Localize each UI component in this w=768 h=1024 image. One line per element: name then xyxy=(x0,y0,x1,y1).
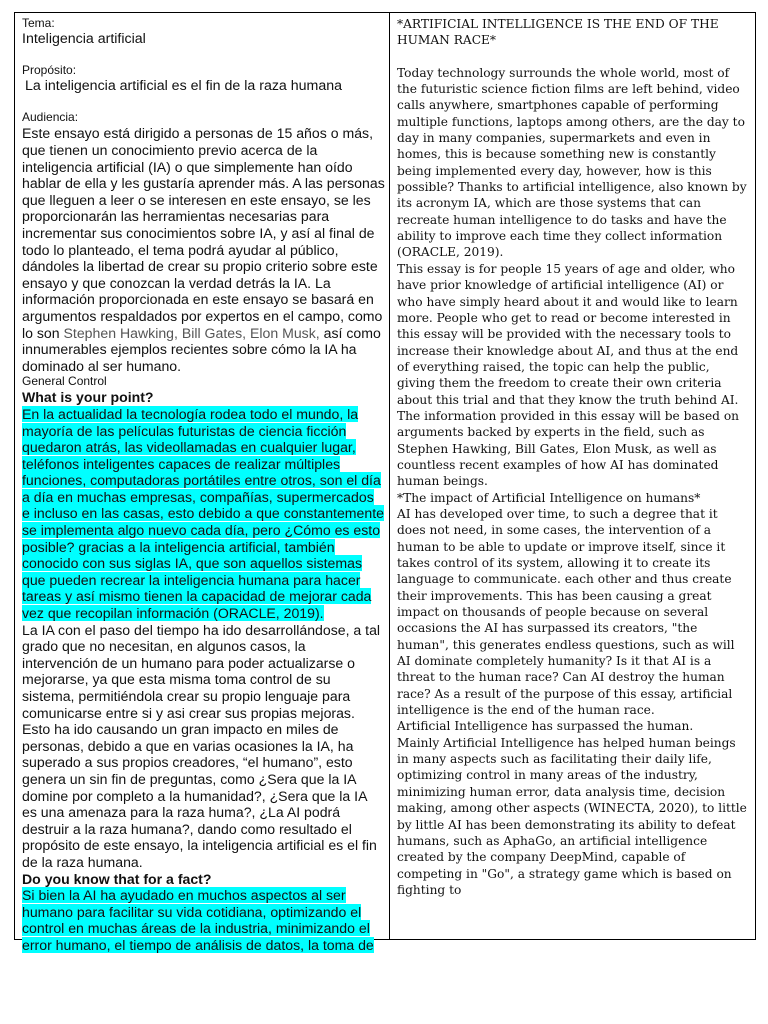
audiencia-text-a: Este ensayo está dirigido a personas de 15 años o más, que tienen un conocimiento previo acerca de la inteligencia artificial (IA) o que simplemente han oído hablar de ella y les gustaría aprender más. A las personas que lleguen a leer o se interesen en este ensayo, se les proporcionarán las herramientas necesarias para incrementar sus conocimientos sobre IA, y así al final de todo lo planteado, el tema podrá ayudar al público, dándoles la libertad de crear su propio criterio sobre este ensayo y que conozcan la verdad detrás la IA. La información proporcionada en este ensayo se basará en argumentos respaldados por expertos en el campo, como lo son xyxy=(22,125,385,341)
essay-paragraph-2: This essay is for people 15 years of age and older, who have prior knowledge of artificial intelligence (AI) or who have simply heard about it and would like to learn more. People who get to read or become interested in this essay will be provided with the necessary tools to increase their knowledge about AI, and thus at the end of everything raised, the topic can help the public, giving them the freedom to create their own criteria about this trial and that they know the truth behind AI. The information provided in this essay will be based on arguments backed by experts in the field, such as Stephen Hawking, Bill Gates, Elon Musk, as well as countless recent examples of how AI has dominated human beings. xyxy=(397,261,740,489)
tema-label: Tema: xyxy=(22,16,55,30)
audiencia-text-b: así como innumerables ejemplos recientes sobre cómo la IA ha dominado al ser humano. xyxy=(22,324,381,374)
audiencia-label: Audiencia: xyxy=(22,110,79,125)
question-do-you-know: Do you know that for a fact? xyxy=(22,870,212,887)
essay-paragraph-1: Today technology surrounds the whole world, most of the futuristic science fiction films are left behind, video calls anywhere, smartphones capable of performing multiple functions, laptops among others, are the day to day in many companies, supermarkets and even in homes, this is because something new is constantly being implemented every day, however, how is this possible? Thanks to artificial intelligence, also known by its acronym IA, which are those systems that can recreate human intelligence to do tasks and have the ability to improve each time they collect information (ORACLE, 2019). xyxy=(397,65,747,260)
question-what-is-your-point: What is your point? xyxy=(22,389,154,406)
essay-paragraph-5: Mainly Artificial Intelligence has helped human beings in many aspects such as facilitating their daily life, optimizing control in many areas of the industry, minimizing human error, data analysis time, decision making, among other aspects (WINECTA, 2020), to little by little AI has been demonstrating its ability to defeat humans, such as AphaGo, an artificial intelligence created by the company DeepMind, capable of competing in "Go", a strategy game which is based on fighting to xyxy=(397,735,747,897)
essay-table xyxy=(14,12,756,953)
essay-paragraph-4: Artificial Intelligence has surpassed the human. xyxy=(397,719,694,734)
proposito-label: Propósito: xyxy=(22,63,77,78)
essay-paragraph-3: AI has developed over time, to such a degree that it does not need, in some cases, the intervention of a human to be able to update or improve itself, since it takes control of its system, allowing it to create its language to communicate. each other and thus create their improvements. This has been causing a great impact on thousands of people because on several occasions the AI has surpassed its creators, "the human", this generates endless questions, such as will AI dominate completely humanity? Is it that AI is a threat to the human race? Can AI destroy the human race? As a result of the purpose of this essay, artificial intelligence is the end of the human race. xyxy=(397,506,735,718)
answer-point-highlighted xyxy=(22,406,385,622)
answer-fact-highlighted xyxy=(22,887,385,953)
right-column xyxy=(390,13,755,939)
answer-point-text: En la actualidad la tecnología rodea todo el mundo, la mayoría de las películas futuristas de ciencia ficción quedaron atrás, las videollamadas en cualquier lugar, teléfonos inteligentes capaces de realizar múltiples funciones, computadoras portátiles entre otros, son el día a día en muchas empresas, compañías, supermercados e incluso en las casas, esto debido a que constantemente se implementa algo nuevo cada día, pero ¿Cómo es esto posible? gracias a la inteligencia artificial, también conocido con sus siglas IA, que son aquellos sistemas que pueden recrear la inteligencia humana para hacer tareas y así mismo tienen la capacidad de mejorar cada vez que recopilan información (ORACLE, 2019). xyxy=(22,405,384,622)
left-column xyxy=(15,13,390,953)
tema-value: Inteligencia artificial xyxy=(22,31,146,47)
essay-title: *ARTIFICIAL INTELLIGENCE IS THE END OF THE HUMAN RACE* xyxy=(397,17,719,48)
general-control-label: General Control xyxy=(22,374,107,389)
answer-fact-text: Si bien la AI ha ayudado en muchos aspectos al ser humano para facilitar su vida cotidiana, optimizando el control en muchas áreas de la industria, minimizando el error humano, el tiempo de análisis de datos, la toma de xyxy=(22,887,374,953)
proposito-value: La inteligencia artificial es el fin de la raza humana xyxy=(25,78,343,95)
audiencia-names: Stephen Hawking, Bill Gates, Elon Musk, xyxy=(63,324,320,341)
essay-subtitle: *The impact of Artificial Intelligence on humans* xyxy=(397,490,701,505)
answer-point-paragraph-2: La IA con el paso del tiempo ha ido desarrollándose, a tal grado que no necesitan, en algunos casos, la intervención de un humano para poder actualizarse o mejorarse, ya que esta misma toma control de su sistema, permitiéndola crear su propio lenguaje para comunicarse entre si y asi crear sus propias mejoras. Esto ha ido causando un gran impacto en miles de personas, debido a que en varias ocasiones la IA, ha superado a sus propios creadores, “el humano”, esto genera un sin fin de preguntas, como ¿Sera que la IA domine por completo a la humanidad?, ¿Sera que la IA es una amenaza para la raza huma?, ¿La AI podrá destruir a la raza humana?, dando como resultado el propósito de este ensayo, la inteligencia artificial es el fin de la raza humana. xyxy=(22,621,381,870)
audiencia-text xyxy=(22,125,385,374)
